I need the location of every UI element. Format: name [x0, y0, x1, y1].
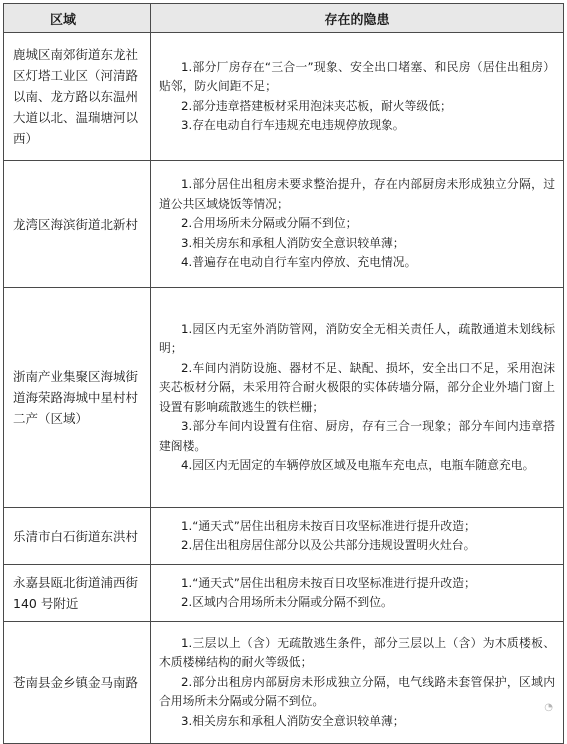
area-cell: 永嘉县瓯北街道浦西街 140 号附近	[4, 565, 151, 622]
header-area: 区域	[4, 4, 151, 33]
issue-item: 3.存在电动自行车违规充电违规停放现象。	[181, 118, 405, 132]
issues-cell	[151, 565, 564, 622]
issue-item: 1.“通天式”居住出租房未按百日攻坚标准进行提升改造；	[181, 518, 476, 533]
issue-item: 2.区域内合用场所未分隔或分隔不到位。	[181, 595, 393, 609]
hazard-table	[3, 3, 564, 744]
issue-item: 2.居住出租房居住部分以及公共部分违规设置明火灶台。	[181, 538, 476, 552]
issue-item: 1.部分居住出租房未要求整治提升，存在内部厨房未形成独立分隔，过道公共区域烧饭等情况；	[159, 177, 555, 211]
issue-item: 1.三层以上（含）无疏散逃生条件，部分三层以上（含）为木质楼板、木质楼梯结构的耐火等级低；	[159, 635, 555, 670]
issue-item: 2.合用场所未分隔或分隔不到位；	[181, 216, 358, 231]
issues-cell	[151, 33, 564, 161]
issue-item: 3.相关房东和承租人消防安全意识较单薄；	[181, 235, 405, 250]
watermark-logo: ◔	[544, 702, 553, 713]
area-cell: 鹿城区南郊街道东龙社区灯塔工业区（河清路以南、龙方路以东温州大道以北、温瑞塘河以西）	[4, 33, 151, 161]
area-cell: 龙湾区海滨街道北新村	[4, 161, 151, 288]
issues-cell	[151, 288, 564, 508]
area-cell: 苍南县金乡镇金马南路	[4, 622, 151, 744]
table-row	[4, 33, 564, 161]
issue-item: 4.园区内无固定的车辆停放区域及电瓶车充电点，电瓶车随意充电。	[181, 458, 535, 472]
table-row	[4, 565, 564, 622]
issue-item: 2.部分出租房内部厨房未形成独立分隔，电气线路未套管保护，区域内合用场所未分隔或分隔不到位。	[159, 674, 555, 709]
area-cell: 浙南产业集聚区海城街道海荣路海城中星村村二产（区域）	[4, 288, 151, 508]
issues-cell	[151, 161, 564, 288]
table-row	[4, 508, 564, 565]
table-row	[4, 288, 564, 508]
table-row	[4, 161, 564, 288]
table-row	[4, 622, 564, 744]
issue-item: 4.普遍存在电动自行车室内停放、充电情况。	[181, 255, 417, 270]
area-cell: 乐清市白石街道东洪村	[4, 508, 151, 565]
issue-item: 3.部分车间内设置有住宿、厨房，存有三合一现象；部分车间内违章搭建阁楼。	[159, 419, 555, 453]
issues-cell	[151, 622, 564, 744]
issue-item: 2.部分违章搭建板材采用泡沫夹芯板，耐火等级低；	[181, 98, 452, 113]
issues-cell	[151, 508, 564, 565]
header-row	[4, 4, 564, 33]
issue-item: 1.园区内无室外消防管网，消防安全无相关责任人，疏散通道未划线标明；	[159, 321, 555, 355]
issue-item: 1.部分厂房存在“三合一”现象、安全出口堵塞、和民房（居住出租房）贴邻，防火间距不足；	[159, 59, 555, 93]
header-issues: 存在的隐患	[151, 4, 564, 33]
issue-item: 2.车间内消防设施、器材不足、缺配、损坏，安全出口不足，采用泡沫夹芯板材分隔，未采用符合耐火极限的实体砖墙分隔，部分企业外墙门窗上设置有影响疏散逃生的铁栏栅；	[159, 360, 555, 414]
issue-item: 3.相关房东和承租人消防安全意识较单薄；	[181, 713, 405, 728]
issue-item: 1.“通天式”居住出租房未按百日攻坚标准进行提升改造；	[181, 575, 476, 590]
